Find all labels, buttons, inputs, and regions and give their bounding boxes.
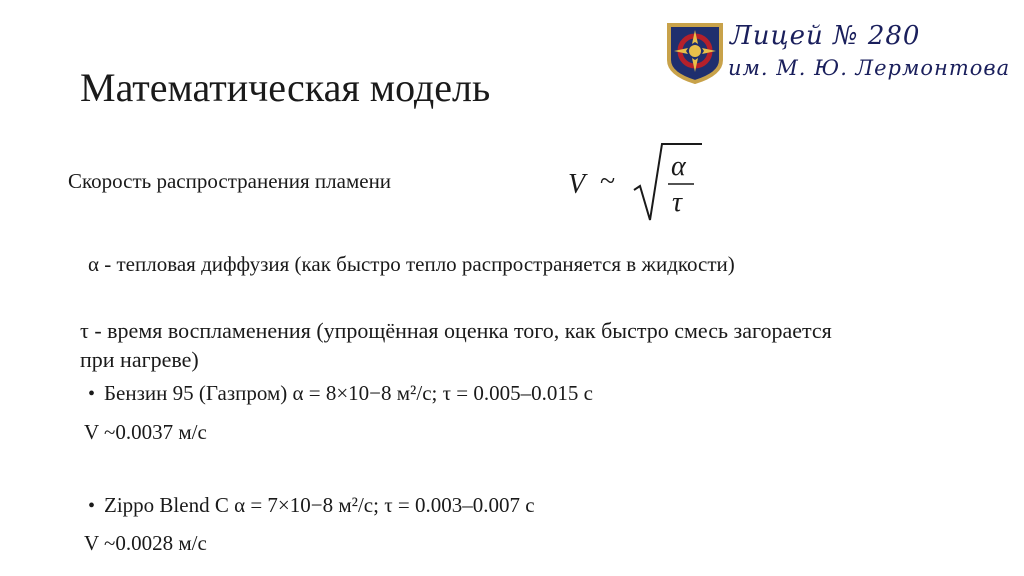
bullet-icon: • xyxy=(88,383,96,405)
school-name xyxy=(730,22,1020,92)
school-name-line1: Лицей № 280 xyxy=(730,21,921,51)
tau-definition: τ - время воспламенения (упрощённая оценка того, как быстро смесь загорается при нагреве) xyxy=(80,318,832,372)
school-emblem-icon xyxy=(666,22,724,84)
list-item-text: Бензин 95 (Газпром) α = 8×10−8 м²/с; τ = 0.005–0.015 с xyxy=(104,381,593,405)
list-item-result: V ~0.0037 м/с xyxy=(84,420,207,444)
bullet-icon: • xyxy=(88,495,96,517)
formula-numerator: α xyxy=(671,151,686,182)
alpha-definition: α - тепловая диффузия (как быстро тепло распространяется в жидкости) xyxy=(88,252,735,276)
lead-text: Скорость распространения пламени xyxy=(68,169,392,193)
formula-denominator: τ xyxy=(672,187,683,218)
sqrt-sign-icon xyxy=(634,144,702,220)
list-item-text: Zippo Blend C α = 7×10−8 м²/с; τ = 0.003–0.007 с xyxy=(104,493,535,517)
list-item xyxy=(88,492,535,519)
formula-relation: ~ xyxy=(600,166,616,197)
list-item-result: V ~0.0028 м/с xyxy=(84,531,207,555)
formula-lhs: V xyxy=(568,169,586,200)
flame-speed-formula xyxy=(560,130,710,230)
list-item xyxy=(88,380,593,407)
school-name-line2: им. М. Ю. Лермонтова xyxy=(728,56,1011,80)
slide-title: Математическая модель xyxy=(80,65,491,110)
